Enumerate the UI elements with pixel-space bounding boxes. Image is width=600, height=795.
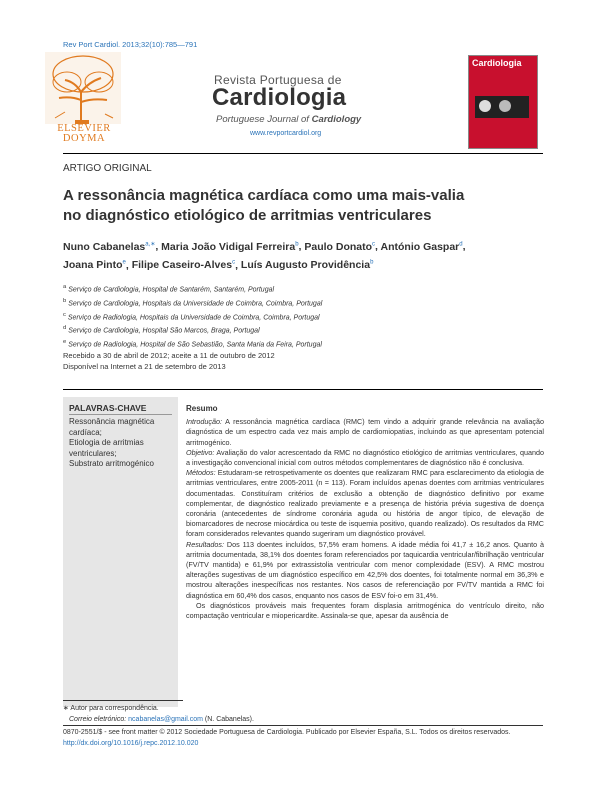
journal-name-english: Portuguese Journal of Cardiology [216,114,362,125]
article-dates: Recebido a 30 de abril de 2012; aceite a 11 de outubro de 2012 Disponível na Internet a 21 de setembro de 2013 [63,351,275,371]
abstract-methods: Métodos: Estudaram-se retrospetivamente os doentes que realizaram RMC para esclarecimento da etiologia de arritmias ventriculares, entre 2005-2011 (n = 113). Foram incluídos apenas doentes com arritmias ventriculares documentadas. Constituíram critérios de exclusão a obtenção de diagnóstico definitivo por exame complementar, de diagnóstico realizado previamente e a presença de história prévia sugestiva de doença coronária (antecedentes de síndrome coronária aguda ou história de angor típico, de elevação de biomarcadores de necrose miocárdica ou teste de isquemia positivo, quando realizado). Os resultados da RMC foram considerados relevantes quando sugeriram um diagnóstico provável. [186,468,544,539]
journal-cover-image [468,55,538,149]
abstract [186,404,544,621]
affiliation: $^e$ Serviço de Radiologia, Hospital de São Sebastião, Santa Maria da Feira, Portugal [63,339,322,349]
copyright-divider [63,725,543,726]
journal-name-main: Cardiologia [212,84,347,111]
abstract-introduction: Introdução: A ressonância magnética cardíaca (RMC) tem vindo a adquirir grande relevância na avaliação diagnóstica de um espectro cada vez mais amplo de cardiomiopatias, incluindo as que apresentam potencial arritmogénico. [186,417,544,447]
copyright-notice: 0870-2551/$ - see front matter © 2012 Sociedade Portuguesa de Cardiologia. Publicado por Elsevier España, S.L. Todos os direitos reservados. http://dx.doi.org/10.1016/j.repc.2012.10.020 [63,728,543,749]
doi-link[interactable]: http://dx.doi.org/10.1016/j.repc.2012.10.020 [63,739,199,747]
correspondence-footnote: ∗ Autor para correspondência. Correio eletrónico: ncabanelas@gmail.com (N. Cabanelas). [63,705,254,723]
elsevier-logo-text: ELSEVIER DOYMA [57,123,111,144]
abstract-divider [63,389,543,390]
author: Nuno Cabanelas$^{a,∗}$ [63,240,156,253]
keywords-list [69,417,174,470]
affiliation: $^a$ Serviço de Cardiologia, Hospital de Santarém, Santarém, Portugal [63,284,275,294]
abstract-continuation: Os diagnósticos prováveis mais frequentes foram displasia arritmogénica do ventrículo direito, não compactação ventricular e miopericardite. Assinala-se que, apesar da ausência de [186,600,544,621]
affiliation: $^d$ Serviço de Cardiologia, Hospital São Marcos, Braga, Portugal [63,325,260,335]
affiliations [63,282,543,351]
author-list: Nuno Cabanelas$^{a,∗}$, Maria João Vidigal Ferreira$^b$, Paulo Donato$^c$, António Gaspar$^d$, Joana Pinto$^e$, Filipe Caseiro-Alves$^c$, Luís Augusto Providência$^b$ [63,240,466,271]
keyword: Etiologia de arritmias ventriculares; [69,438,144,458]
journal-citation[interactable]: Rev Port Cardiol. 2013;32(10):785—791 [63,40,198,49]
author-email-link[interactable]: ncabanelas@gmail.com [128,715,203,723]
header-divider [63,153,543,154]
affiliation: $^b$ Serviço de Cardiologia, Hospitais da Universidade de Coimbra, Coimbra, Portugal [63,297,323,308]
journal-url[interactable]: www.revportcardiol.org [250,130,322,137]
article-type: ARTIGO ORIGINAL [63,163,152,174]
footnote-divider [63,700,183,701]
abstract-results: Resultados: Dos 113 doentes incluídos, 57,5% eram homens. A idade média foi 41,7 ± 16,2 anos. Quanto à arritmia documentada, 38,1% dos doentes foram referenciados por taquicardia ventricular/fibrilhação ventricular (FV/TV mantida) e 61,9% por extrassistolia ventricular com menor complexidade (ESV). A RMC mostrou alterações sugestivas de um diagnóstico específico em 42,5% dos doentes, foi totalmente normal em 36,3% e mostrou alterações inespecíficas nos restantes. Nos casos de referenciação por FV/TV mantida a RMC foi diagnóstica em 60,4% dos casos, enquanto nos casos de ESV foi-o em 31,4%. [186,539,544,600]
author: Maria João Vidigal Ferreira$^b$ [161,240,299,253]
keyword: Substrato arritmogénico [69,459,154,468]
author: António Gaspar$^d$ [380,240,463,253]
journal-name-top: Revista Portuguesa de [214,73,342,87]
keywords-divider [69,414,172,415]
article-title: A ressonância magnética cardíaca como uma mais-valia no diagnóstico etiológico de arritmias ventriculares [63,187,465,224]
author: Filipe Caseiro-Alves$^c$ [131,259,236,271]
author: Joana Pinto$^e$ [63,259,126,271]
keyword: Ressonância magnética cardíaca; [69,417,155,437]
author: Paulo Donato$^c$ [304,240,376,253]
keywords-heading: PALAVRAS-CHAVE [69,403,147,413]
journal-cover-title: Cardiologia [472,58,522,68]
author: Luís Augusto Providência$^b$ [240,259,374,271]
abstract-objective: Objetivo: Avaliação do valor acrescentado da RMC no diagnóstico etiológico de arritmias ventriculares, quando a investigação convencional inicial com outros métodos complementares de diagnóstico não é conclusiva. [186,447,544,468]
abstract-heading: Resumo [186,404,218,413]
affiliation: $^c$ Serviço de Radiologia, Hospitais da Universidade de Coimbra, Coimbra, Portugal [63,311,320,321]
